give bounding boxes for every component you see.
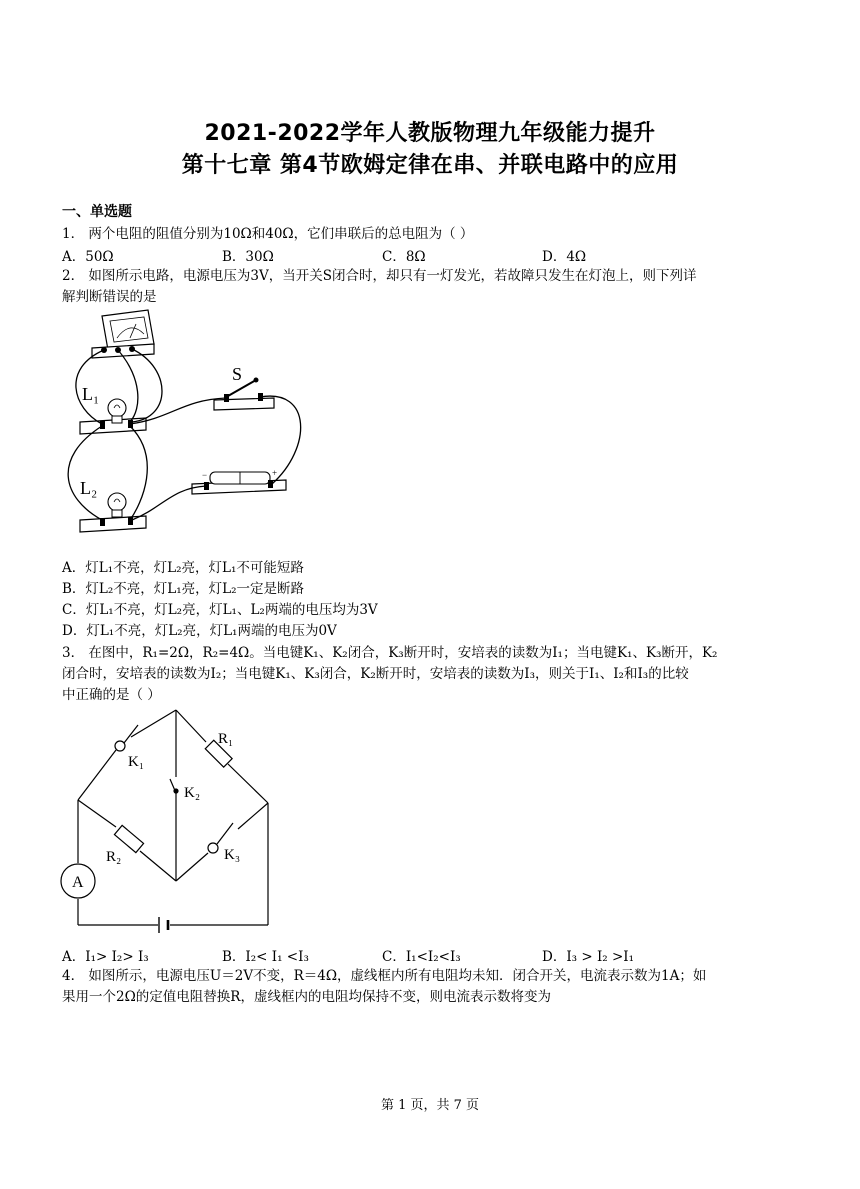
q2-option-a: A．灯L₁不亮，灯L₂亮，灯L₁不可能短路 [62, 560, 304, 576]
svg-text:+: + [272, 468, 278, 478]
q2-stem-line2: 解判断错误的是 [62, 289, 157, 305]
q3-circuit-figure [58, 705, 280, 937]
document-title-line1: 2021-2022学年人教版物理九年级能力提升 [204, 121, 656, 146]
ammeter-label: A [72, 874, 84, 891]
q4-stem-line1: 4． 如图所示，电源电压U＝2V不变，R＝4Ω，虚线框内所有电阻均未知．闭合开关，电流表示数为1A；如 [62, 968, 707, 984]
label-r1: R₁ [218, 731, 234, 747]
q4-stem-line2: 果用一个2Ω的定值电阻替换R，虚线框内的电阻均保持不变，则电流表示数将变为 [62, 989, 551, 1005]
label-l2: L₂ [80, 478, 98, 498]
battery [192, 468, 286, 494]
q3-option-d: D．I₃ > I₂ >I₁ [542, 949, 635, 965]
q2-option-d: D．灯L₁不亮，灯L₂亮，灯L₁两端的电压为0V [62, 623, 337, 639]
page-footer: 第 1 页，共 7 页 [380, 1098, 480, 1113]
q2-option-b: B．灯L₂不亮，灯L₁亮，灯L₂一定是断路 [62, 581, 305, 597]
document-title-line2: 第十七章 第4节欧姆定律在串、并联电路中的应用 [181, 153, 679, 178]
q1-option-a: A．50Ω [62, 249, 114, 265]
q1-option-b: B．30Ω [222, 249, 274, 265]
label-k1: K₁ [128, 754, 145, 770]
switch-s [214, 378, 274, 411]
q2-circuit-figure [62, 308, 312, 556]
label-k2: K₂ [184, 785, 201, 801]
q1-option-c: C．8Ω [382, 249, 426, 265]
svg-text:−: − [202, 470, 208, 480]
q3-stem-line3: 中正确的是（ ） [62, 687, 161, 703]
q2-stem-line1: 2． 如图所示电路，电源电压为3V，当开关S闭合时，却只有一灯发光，若故障只发生在灯泡上，则下列详 [62, 268, 697, 284]
q2-option-c: C．灯L₁不亮，灯L₂亮，灯L₁、L₂两端的电压均为3V [62, 602, 378, 618]
section-heading: 一、单选题 [62, 204, 132, 220]
lamp-l1 [80, 399, 146, 434]
wires [68, 349, 301, 520]
q3-option-a: A．I₁> I₂> I₃ [62, 949, 149, 965]
q3-stem-line1: 3． 在图中，R₁=2Ω，R₂=4Ω。当电键K₁、K₂闭合，K₃断开时，安培表的读数为I₁；当电键K₁、K₃断开，K₂ [62, 645, 718, 661]
q3-option-b: B．I₂< I₁ <I₃ [222, 949, 309, 965]
q1-stem: 1． 两个电阻的阻值分别为10Ω和40Ω，它们串联后的总电阻为（ ） [62, 226, 474, 242]
q3-stem-line2: 闭合时，安培表的读数为I₂；当电键K₁、K₃闭合，K₂断开时，安培表的读数为I₃，则关于I₁、I₂和I₃的比较 [62, 666, 689, 682]
q3-option-c: C．I₁<I₂<I₃ [382, 949, 461, 965]
label-k3: K₃ [224, 847, 241, 863]
label-r2: R₂ [106, 849, 122, 865]
label-l1: L₁ [82, 384, 100, 404]
label-switch: S [232, 364, 243, 384]
q1-option-d: D．4Ω [542, 249, 587, 265]
